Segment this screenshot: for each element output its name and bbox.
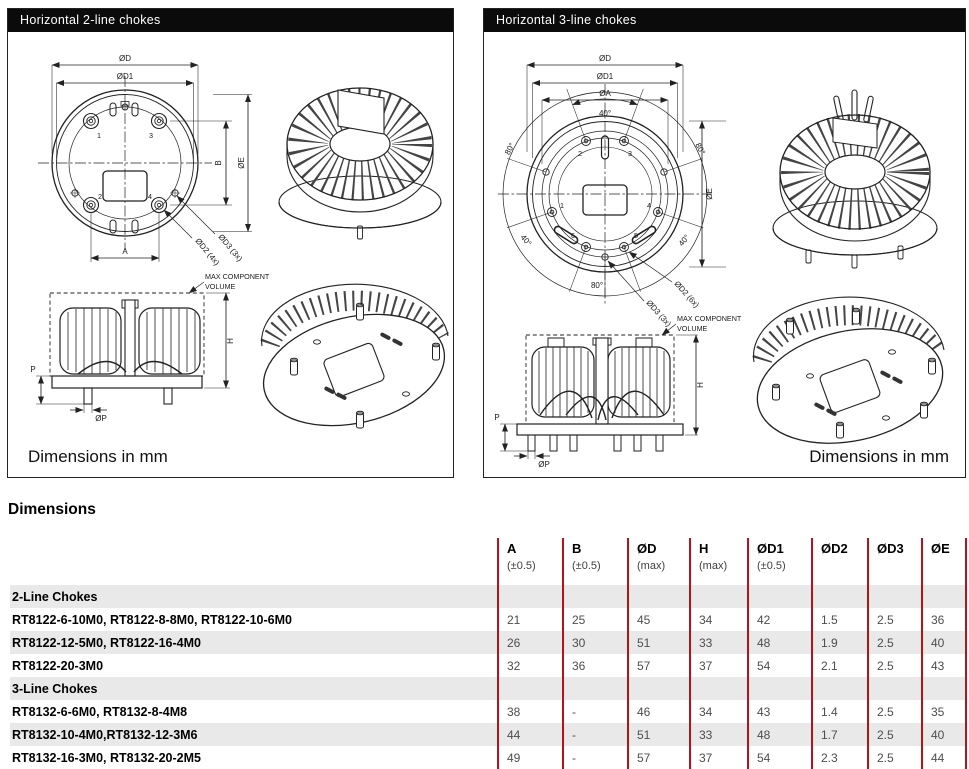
- cell-empty: [812, 585, 868, 608]
- cell-value-h: 34: [690, 608, 748, 631]
- col-name: ØD: [637, 541, 657, 556]
- pin-numbers: [560, 149, 651, 240]
- cell-value-oe: 44: [922, 746, 966, 769]
- cell-value-od: 51: [628, 631, 690, 654]
- cell-value-od1: 54: [748, 746, 812, 769]
- dims-top-view-3line: [503, 54, 726, 329]
- col-name: ØD3: [877, 541, 904, 556]
- cell-empty: [563, 585, 628, 608]
- centerlines: [38, 76, 212, 250]
- max-volume-line2: VOLUME: [677, 324, 708, 333]
- cell-value-oe: 40: [922, 631, 966, 654]
- dim-oe: ØE: [705, 188, 714, 200]
- col-tolerance: (±0.5): [507, 560, 536, 572]
- pin-label: 3: [628, 149, 632, 158]
- cell-value-od2: 1.7: [812, 723, 868, 746]
- dim-oa: ØA: [599, 89, 611, 98]
- iso-view-3line: [773, 90, 937, 268]
- cell-empty: [628, 677, 690, 700]
- dim-40-lower-right: 40°: [676, 232, 692, 248]
- cell-value-od1: 54: [748, 654, 812, 677]
- side-view-3line: [494, 314, 742, 469]
- dim-od3: ØD3 (3x): [216, 232, 245, 264]
- col-name: B: [572, 541, 582, 556]
- dim-b: B: [214, 160, 223, 166]
- radial-lines: [507, 89, 704, 298]
- table-row: [10, 654, 966, 677]
- section-row-3line: [10, 677, 966, 700]
- cell-value-h: 34: [690, 700, 748, 723]
- dim-od2: ØD2 (4x): [193, 236, 222, 268]
- cell-empty: [868, 677, 922, 700]
- cell-empty: [748, 677, 812, 700]
- max-volume-line1: MAX COMPONENT: [205, 272, 270, 281]
- pin-label: 2: [98, 192, 102, 201]
- col-name: ØD1: [757, 541, 784, 556]
- col-name: H: [699, 541, 709, 556]
- cell-value-h: 33: [690, 631, 748, 654]
- cell-value-a: 49: [498, 746, 563, 769]
- cell-value-od2: 1.5: [812, 608, 868, 631]
- cell-value-od: 45: [628, 608, 690, 631]
- section-label: 2-Line Chokes: [10, 585, 498, 608]
- cell-part: RT8132-10-4M0,RT8132-12-3M6: [10, 723, 498, 746]
- col-header-od2: [812, 538, 868, 585]
- cell-empty: [812, 677, 868, 700]
- cell-value-oe: 35: [922, 700, 966, 723]
- col-tolerance: (±0.5): [757, 560, 786, 572]
- dimensions-table: [10, 538, 966, 769]
- cell-empty: [748, 585, 812, 608]
- cell-empty: [690, 585, 748, 608]
- pin-label: 6: [571, 231, 575, 240]
- cell-part: RT8122-20-3M0: [12, 658, 104, 673]
- cell-empty: [690, 677, 748, 700]
- pin-label: 1: [560, 201, 564, 210]
- dim-od1: ØD1: [116, 72, 134, 81]
- cell-value-od3: 2.5: [868, 654, 922, 677]
- pin-label: 4: [148, 192, 152, 201]
- max-volume-line1: MAX COMPONENT: [677, 314, 742, 323]
- table-header-row: [10, 538, 966, 585]
- iso-bottom-view-3line: [747, 297, 954, 459]
- table-row: [10, 723, 966, 746]
- cell-value-od: 57: [628, 654, 690, 677]
- table-row: [10, 631, 966, 654]
- cell-empty: [498, 585, 563, 608]
- dim-80-bottom: 80°: [590, 281, 604, 290]
- cell-value-od2: 1.9: [812, 631, 868, 654]
- cell-empty: [922, 677, 966, 700]
- pin-label: 1: [97, 131, 101, 140]
- cell-value-od1: 48: [748, 723, 812, 746]
- mounting-pin-3: [152, 114, 167, 129]
- drawing-3line: [484, 32, 963, 475]
- cell-value-oe: 36: [922, 608, 966, 631]
- section-row-2line: [10, 585, 966, 608]
- col-header-part: [10, 538, 498, 585]
- base-plate: [517, 424, 683, 435]
- pcb-pin: [164, 388, 172, 404]
- dim-od2: ØD2 (6x): [672, 279, 701, 310]
- dim-h: H: [696, 382, 705, 388]
- section-label: 3-Line Chokes: [10, 677, 498, 700]
- pin-label: 4: [647, 201, 651, 210]
- cell-value-od3: 2.5: [868, 700, 922, 723]
- cell-value-b: 36: [563, 654, 628, 677]
- cell-part: RT8132-16-3M0, RT8132-20-2M5: [12, 750, 201, 765]
- top-view-2line: [38, 76, 212, 250]
- dim-p: P: [494, 413, 500, 422]
- col-header-b: [563, 538, 628, 585]
- col-tolerance: (max): [637, 560, 666, 572]
- dim-40-top: 40°: [598, 109, 612, 118]
- toroid-partition: [833, 118, 877, 148]
- cell-empty: [868, 585, 922, 608]
- base-plate: [52, 376, 202, 388]
- col-header-h: [690, 538, 748, 585]
- drawing-2line: [8, 32, 453, 475]
- cell-empty: [563, 677, 628, 700]
- toroid-partition: [338, 90, 384, 134]
- col-tolerance: (±0.5): [572, 560, 601, 572]
- col-name: A: [507, 541, 517, 556]
- cell-value-h: 37: [690, 746, 748, 769]
- cell-value-od3: 2.5: [868, 631, 922, 654]
- pin-label: 5: [634, 231, 638, 240]
- cell-value-od: 51: [628, 723, 690, 746]
- table-row: [10, 608, 966, 631]
- col-name: ØE: [931, 541, 950, 556]
- col-header-od1: [748, 538, 812, 585]
- cell-value-b: -: [563, 700, 628, 723]
- dim-a: A: [122, 247, 128, 256]
- cell-value-od2: 2.1: [812, 654, 868, 677]
- cell-value-h: 33: [690, 723, 748, 746]
- cell-value-od2: 1.4: [812, 700, 868, 723]
- pcb-pin: [84, 388, 92, 404]
- dim-40-lower-left: 40°: [518, 232, 534, 248]
- iso-pins: [806, 246, 903, 268]
- max-volume-line2: VOLUME: [205, 282, 236, 291]
- cell-value-od: 46: [628, 700, 690, 723]
- cell-value-od3: 2.5: [868, 723, 922, 746]
- col-tolerance: (max): [699, 560, 728, 572]
- cell-value-b: 30: [563, 631, 628, 654]
- iso-bottom-view-2line: [252, 284, 453, 442]
- mounting-pin-1: [84, 114, 99, 129]
- cell-value-od2: 2.3: [812, 746, 868, 769]
- cell-empty: [498, 677, 563, 700]
- col-header-oe: [922, 538, 966, 585]
- cell-value-a: 26: [498, 631, 563, 654]
- dim-op: ØP: [538, 460, 550, 469]
- cell-part: RT8132-6-6M0, RT8132-8-4M8: [12, 704, 188, 719]
- dimensions-note: Dimensions in mm: [28, 447, 168, 466]
- cell-value-a: 32: [498, 654, 563, 677]
- dim-80-right: 80°: [693, 141, 708, 157]
- dim-80-left: 80°: [502, 141, 517, 157]
- cell-value-od: 57: [628, 746, 690, 769]
- panel-2line-chokes: [7, 8, 454, 478]
- cell-value-od1: 43: [748, 700, 812, 723]
- panel-title-3line: Horizontal 3-line chokes: [484, 9, 965, 32]
- table-row: [10, 700, 966, 723]
- cell-value-b: 25: [563, 608, 628, 631]
- panel-title-2line: Horizontal 2-line chokes: [8, 9, 453, 32]
- col-header-od: [628, 538, 690, 585]
- col-header-a: [498, 538, 563, 585]
- col-name: ØD2: [821, 541, 848, 556]
- section-heading-dimensions: Dimensions: [8, 501, 96, 518]
- iso-view-2line: [279, 88, 441, 239]
- cell-value-b: -: [563, 723, 628, 746]
- pin-label: 2: [578, 149, 582, 158]
- cell-value-h: 37: [690, 654, 748, 677]
- dim-od1: ØD1: [596, 72, 614, 81]
- mounting-pin-2: [84, 198, 99, 213]
- dims-top-view-2line: [52, 54, 252, 267]
- cell-value-a: 21: [498, 608, 563, 631]
- table-row: [10, 746, 966, 769]
- cell-part: RT8122-6-10M0, RT8122-8-8M0, RT8122-10-6M0: [12, 612, 292, 627]
- dim-oe: ØE: [237, 157, 246, 169]
- cell-value-b: -: [563, 746, 628, 769]
- cell-value-oe: 43: [922, 654, 966, 677]
- cell-value-oe: 40: [922, 723, 966, 746]
- cell-value-a: 44: [498, 723, 563, 746]
- cell-value-od3: 2.5: [868, 608, 922, 631]
- dim-op: ØP: [95, 414, 107, 423]
- cell-part: RT8122-12-5M0, RT8122-16-4M0: [10, 631, 498, 654]
- pcb-pins: [528, 435, 663, 451]
- cell-value-a: 38: [498, 700, 563, 723]
- dim-od: ØD: [119, 54, 131, 63]
- cell-empty: [922, 585, 966, 608]
- side-view-2line: [30, 272, 270, 423]
- pin-label: 3: [149, 131, 153, 140]
- cell-value-od1: 42: [748, 608, 812, 631]
- cell-value-od3: 2.5: [868, 746, 922, 769]
- dim-h: H: [226, 338, 235, 344]
- panel-3line-chokes: [483, 8, 966, 478]
- dim-p: P: [30, 365, 36, 374]
- top-slots: [110, 102, 138, 117]
- cell-empty: [628, 585, 690, 608]
- dimensions-note: Dimensions in mm: [809, 447, 949, 466]
- cell-value-od1: 48: [748, 631, 812, 654]
- col-header-od3: [868, 538, 922, 585]
- dim-od: ØD: [599, 54, 611, 63]
- dim-od3: ØD3 (3x): [644, 298, 673, 329]
